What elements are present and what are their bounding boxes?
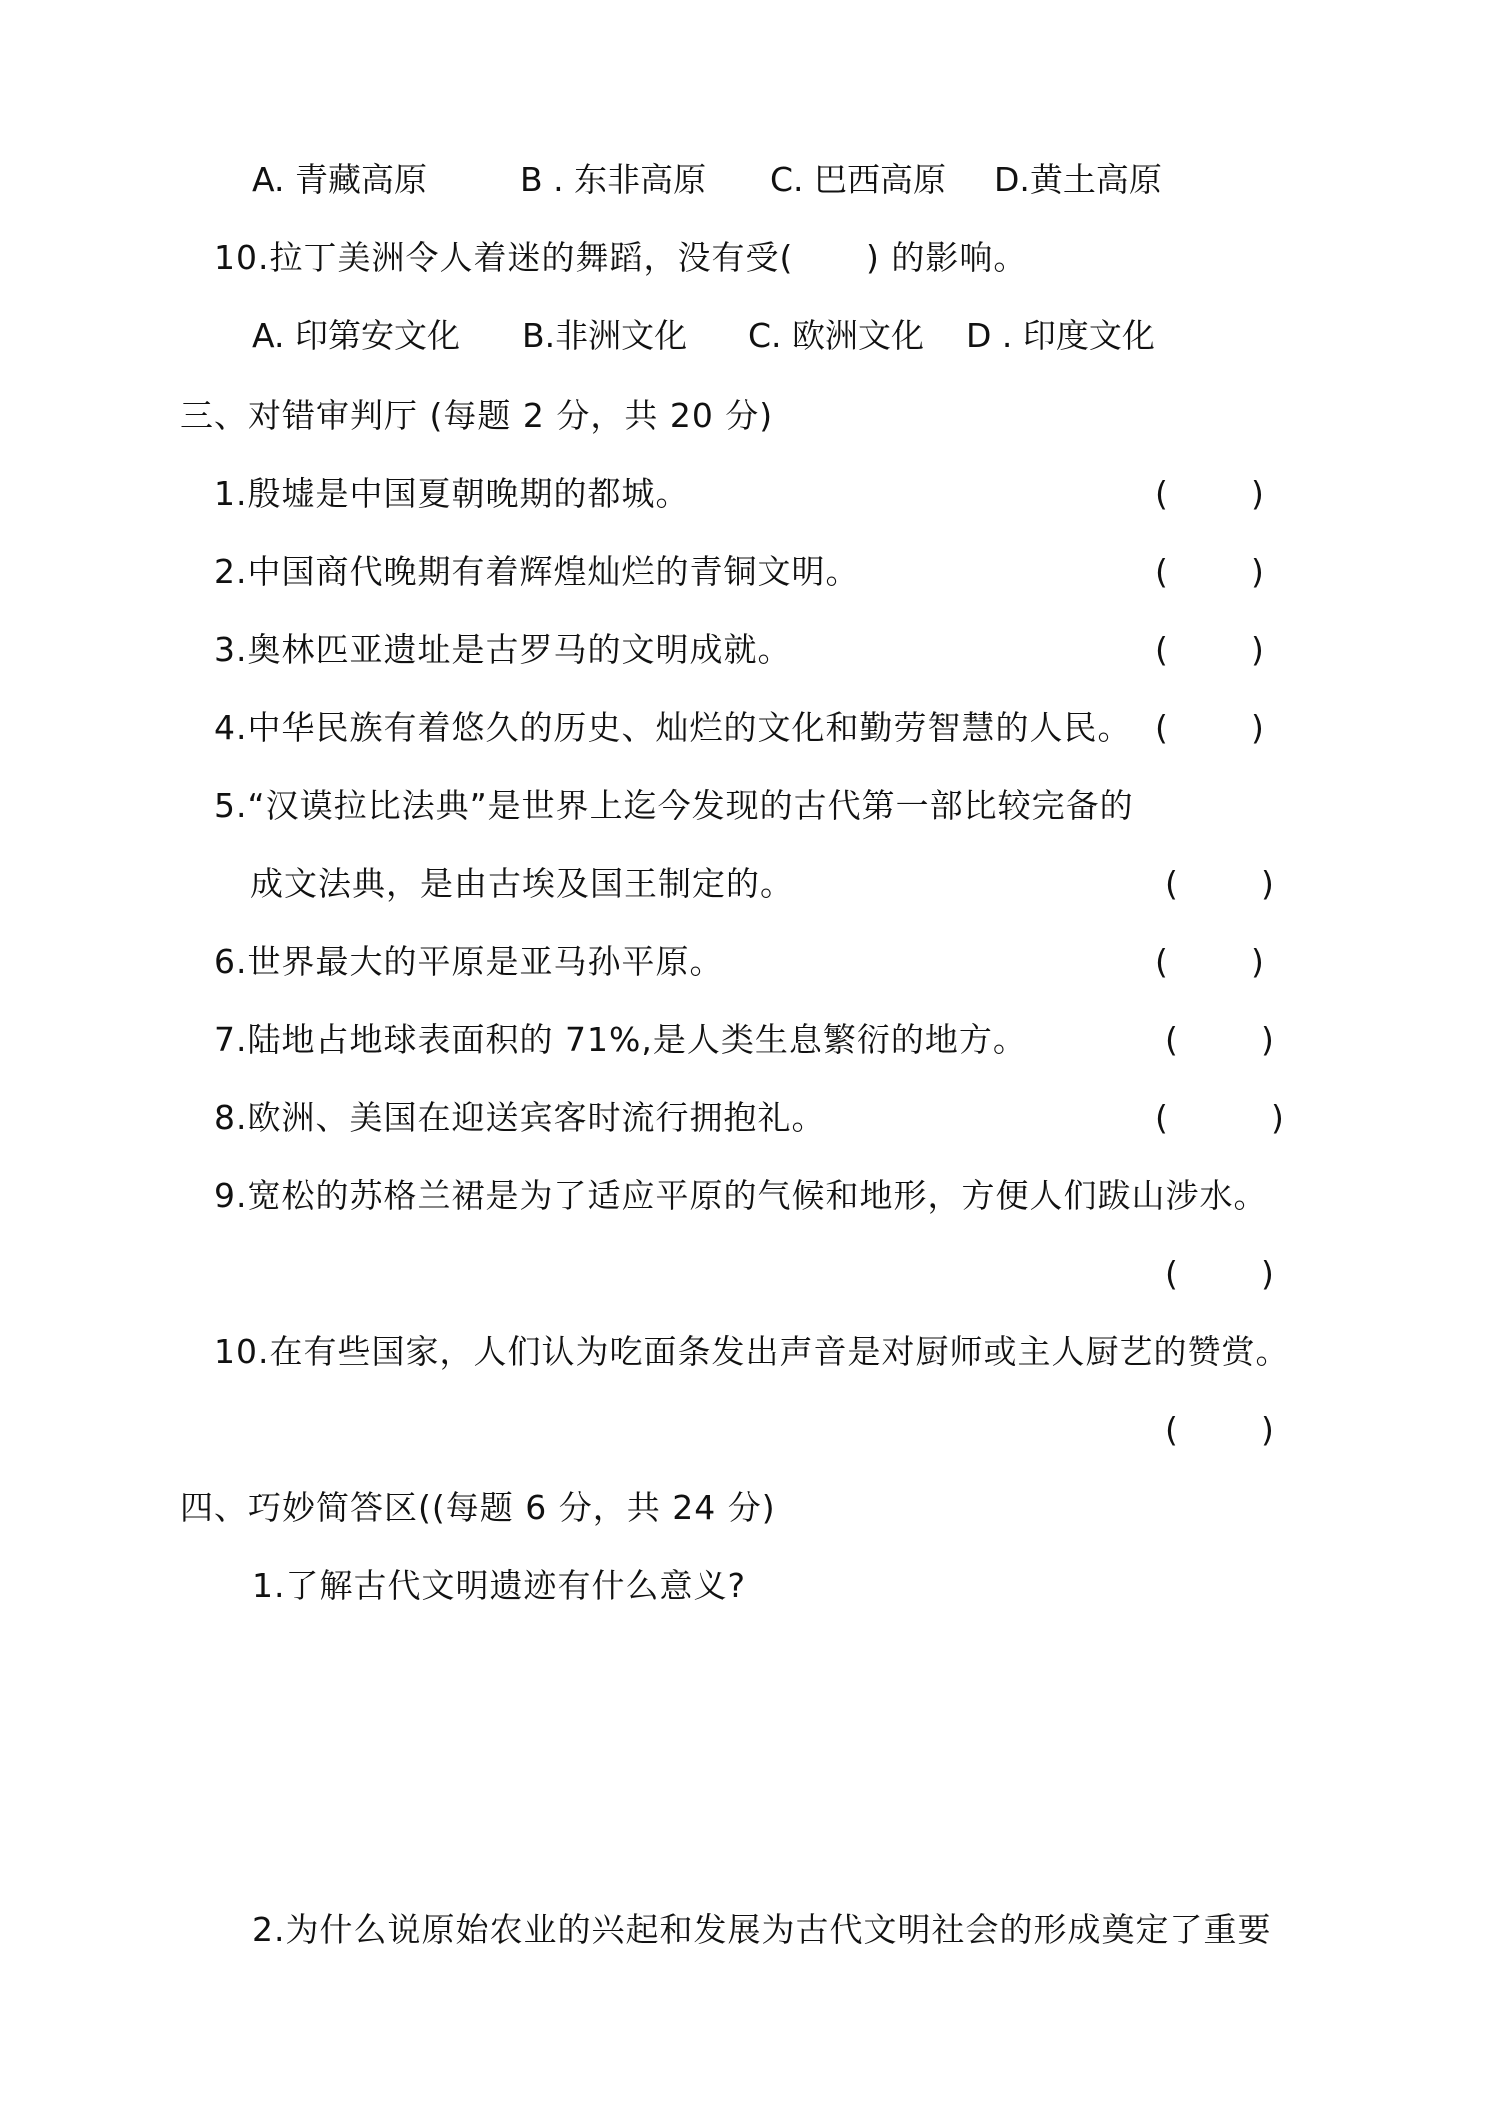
section3-heading: 三、对错审判厅 (每题 2 分，共 20 分) xyxy=(180,396,774,435)
q10-option-c: C. 欧洲文化 xyxy=(748,316,925,355)
section3-item-text: 4.中华民族有着悠久的历史、灿烂的文化和勤劳智慧的人民。 xyxy=(214,708,1132,747)
q10-stem-end: ) 的影响。 xyxy=(866,238,1028,277)
q9-option-c: C. 巴西高原 xyxy=(770,160,947,199)
section4-question-1: 1.了解古代文明遗迹有什么意义? xyxy=(252,1566,747,1605)
section4-heading: 四、巧妙简答区((每题 6 分，共 24 分) xyxy=(180,1488,776,1527)
q9-option-b: B . 东非高原 xyxy=(520,160,707,199)
q9-option-d: D.黄土高原 xyxy=(994,160,1162,199)
q10-option-b: B.非洲文化 xyxy=(522,316,688,355)
section4-question-2: 2.为什么说原始农业的兴起和发展为古代文明社会的形成奠定了重要 xyxy=(252,1910,1272,1949)
exam-page: A. 青藏高原 B . 东非高原 C. 巴西高原 D.黄土高原 10.拉丁美洲令人着迷的舞蹈，没有受( ) 的影响。 A. 印第安文化 B.非洲文化 C. 欧洲文化 D . 印度文化 三、对错审判厅 (每题 2 分，共 20 分) 1.殷墟是中国夏朝晚期的都城。 ( ) 2.中国商代晚期有着辉煌灿烂的青铜文明。 ( ) 3.奥林匹亚遗址是古罗马的文明成就。 ( ) 4.中华民族有着悠久的历史、灿烂的文化和勤劳智慧的人民。 ( ) 5.“汉谟拉比法典”是世界上迄今发现的古代第一部比较完备的 成文法典，是由古埃及国王制定的。 ( ) 6.世界最大的平原是亚马孙平原。 ( ) 7.陆地占地球表面积的 71%,是人类生息繁衍的地方。 ( ) 8.欧洲、美国在迎送宾客时流行拥抱礼。 ( ) 9.宽松的苏格兰裙是为了适应平原的气候和地形，方便人们跋山涉水。 ( ) 10.在有些国家，人们认为吃面条发出声音是对厨师或主人厨艺的赞赏。 ( ) 四、巧妙简答区((每题 6 分，共 24 分) 1.了解古代文明遗迹有什么意义? 2.为什么说原始农业的兴起和发展为古代文明社会的形成奠定了重要 xyxy=(0,0,1488,2104)
section3-item-text: 10.在有些国家，人们认为吃面条发出声音是对厨师或主人厨艺的赞赏。 xyxy=(214,1332,1290,1371)
q9-option-a: A. 青藏高原 xyxy=(252,160,427,199)
section3-item-text: 6.世界最大的平原是亚马孙平原。 xyxy=(214,942,724,981)
section3-item-text: 5.“汉谟拉比法典”是世界上迄今发现的古代第一部比较完备的 xyxy=(214,786,1134,825)
section3-item-text: 9.宽松的苏格兰裙是为了适应平原的气候和地形，方便人们跋山涉水。 xyxy=(214,1176,1268,1215)
section3-item-text: 2.中国商代晚期有着辉煌灿烂的青铜文明。 xyxy=(214,552,860,591)
answer-space-1[interactable] xyxy=(252,1620,1302,1880)
section3-item-text: 3.奥林匹亚遗址是古罗马的文明成就。 xyxy=(214,630,792,669)
section3-item-continuation: 成文法典，是由古埃及国王制定的。 xyxy=(250,864,794,903)
section3-item-text: 8.欧洲、美国在迎送宾客时流行拥抱礼。 xyxy=(214,1098,826,1137)
q10-stem-text: 10.拉丁美洲令人着迷的舞蹈，没有受( xyxy=(214,238,794,277)
section3-item-text: 7.陆地占地球表面积的 71%,是人类生息繁衍的地方。 xyxy=(214,1020,1027,1059)
section3-item-text: 1.殷墟是中国夏朝晚期的都城。 xyxy=(214,474,690,513)
q10-option-a: A. 印第安文化 xyxy=(252,316,460,355)
q10-option-d: D . 印度文化 xyxy=(966,316,1155,355)
